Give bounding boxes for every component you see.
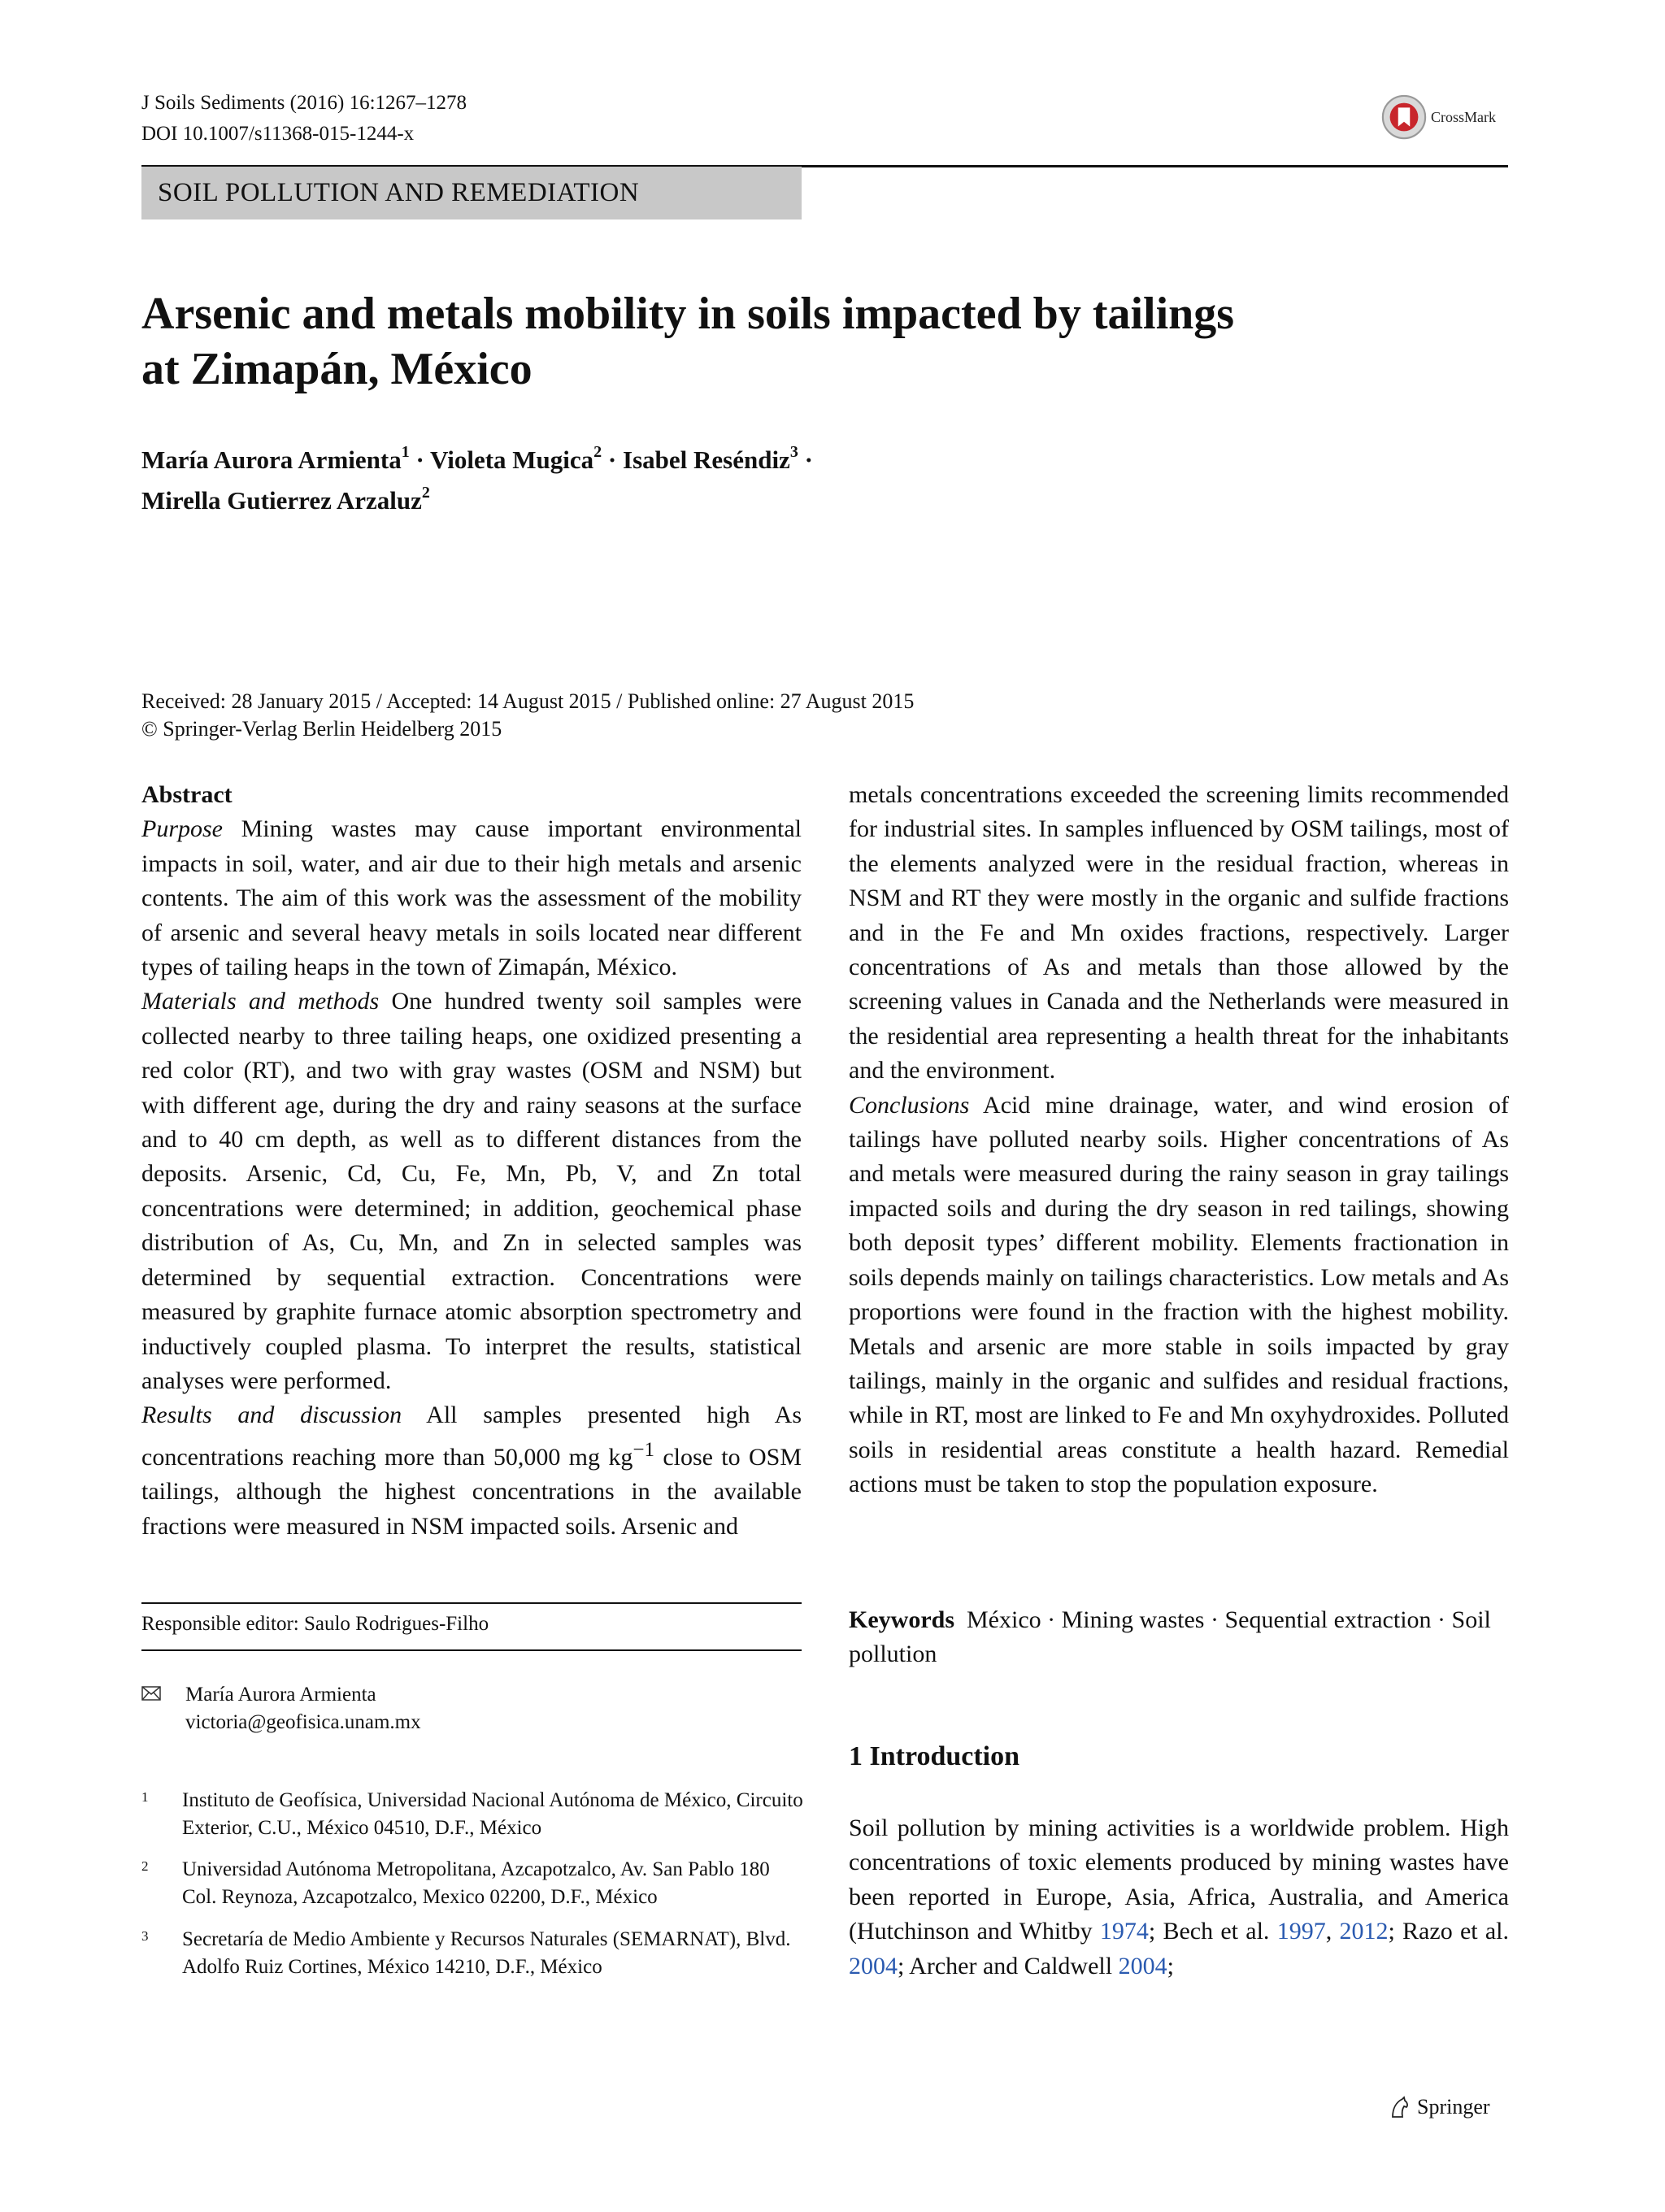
affiliation-number: 3 — [141, 1928, 149, 1944]
results-label: Results and discussion — [141, 1402, 402, 1429]
keywords-label: Keywords — [849, 1606, 954, 1633]
crossmark-icon — [1380, 93, 1428, 141]
affiliation — [141, 1787, 808, 1842]
author-list: María Aurora Armienta$^1$ · Violeta Mugica$^2$ · Isabel Reséndiz$^3$ · Mirella Gutierrez Arzaluz$^2$ — [141, 443, 813, 515]
introduction-text — [849, 1811, 1509, 1984]
citation-link[interactable]: 2004 — [849, 1952, 898, 1980]
crossmark-badge[interactable] — [1380, 91, 1511, 143]
publication-dates — [141, 688, 1117, 743]
dates-line: Received: 28 January 2015 / Accepted: 14 August 2015 / Published online: 27 August 2015 — [141, 689, 915, 713]
copyright-line: © Springer-Verlag Berlin Heidelberg 2015 — [141, 717, 502, 741]
affiliation-text: Universidad Autónoma Metropolitana, Azcapotzalco, Av. San Pablo 180 Col. Reynoza, Azcapotzalco, Mexico 02200, D.F., México — [182, 1858, 770, 1908]
intro-text: ; Razo et al. — [1388, 1918, 1510, 1945]
affiliation-text: Instituto de Geofísica, Universidad Nacional Autónoma de México, Circuito Exterior, C.U., México 04510, D.F., México — [182, 1789, 803, 1839]
author-name[interactable]: Violeta Mugica — [429, 445, 594, 474]
author-name[interactable]: Isabel Reséndiz — [623, 445, 790, 474]
citation-link[interactable]: 2004 — [1118, 1952, 1167, 1980]
affiliation-text: Secretaría de Medio Ambiente y Recursos Naturales (SEMARNAT), Blvd. Adolfo Ruiz Cortines, México 14210, D.F., México — [182, 1928, 791, 1978]
author-affiliation-mark: 3 — [789, 443, 798, 461]
author-affiliation-mark: 2 — [421, 484, 430, 502]
conclusions-label: Conclusions — [849, 1091, 970, 1119]
doi: DOI 10.1007/s11368-015-1244-x — [141, 123, 415, 145]
abstract-results — [141, 1398, 802, 1544]
corresponding-email[interactable]: victoria@geofisica.unam.mx — [185, 1711, 421, 1733]
results-superscript: −1 — [633, 1438, 654, 1461]
purpose-text: Mining wastes may cause important environmental impacts in soil, water, and air due to their high metals and arsenic contents. The aim of this work was the assessment of the mobility of arsenic and several heavy metals in soils located near different types of tailing heaps in the town of Zimapán, México. — [141, 815, 802, 981]
title-line-2: at Zimapán, México — [141, 344, 533, 394]
crossmark-label: CrossMark — [1431, 108, 1496, 125]
publisher-logo — [1386, 2094, 1490, 2120]
intro-text: ; — [1167, 1952, 1174, 1980]
abstract-right-column — [849, 778, 1509, 1502]
footnote-rule — [141, 1602, 802, 1604]
methods-text: One hundred twenty soil samples were collected nearby to three tailing heaps, one oxidized presenting a red color (RT), and two with gray wastes (OSM and NSM) but with different age, during the dry and rainy seasons at the surface and to 40 cm depth, as well as to different distances from the deposits. Arsenic, Cd, Cu, Fe, Mn, Pb, V, and Zn total concentrations were determined; in addition, geochemical phase distribution of As, Cu, Mn, and Zn in selected samples was determined by sequential extraction. Concentrations were measured by graphite furnace atomic absorption spectrometry and inductively coupled plasma. To interpret the results, statistical analyses were performed. — [141, 988, 802, 1394]
citation-link[interactable]: 1974 — [1099, 1918, 1149, 1945]
citation-link[interactable]: 1997 — [1276, 1918, 1326, 1945]
purpose-label: Purpose — [141, 815, 223, 843]
methods-label: Materials and methods — [141, 988, 380, 1015]
abstract-purpose — [141, 812, 802, 984]
affiliation-number: 2 — [141, 1858, 149, 1874]
intro-text: ; Archer and Caldwell — [898, 1952, 1119, 1980]
abstract-conclusions — [849, 1089, 1509, 1502]
section-label: SOIL POLLUTION AND REMEDIATION — [158, 178, 640, 207]
keywords-text: México · Mining wastes · Sequential extraction · Soil pollution — [849, 1606, 1491, 1667]
author-affiliation-mark: 1 — [401, 443, 410, 461]
springer-horse-icon — [1386, 2094, 1412, 2120]
publisher-name: Springer — [1417, 2095, 1490, 2119]
corresponding-author — [141, 1681, 421, 1736]
results-text-cont: close to OSM tailings, although the highest concentrations in the available fractions were measured in NSM impacted soils. Arsenic and — [141, 1443, 802, 1540]
intro-text: , — [1325, 1918, 1340, 1945]
author-name[interactable]: Mirella Gutierrez Arzaluz — [141, 486, 422, 515]
affiliation — [141, 1926, 808, 1981]
article-title — [141, 286, 1361, 397]
citation-link[interactable]: 2012 — [1339, 1918, 1389, 1945]
results-continued: metals concentrations exceeded the screening limits recommended for industrial sites. In samples influenced by OSM tailings, most of the elements analyzed were in the residual fraction, whereas in NSM and RT they were mostly in the organic and sulfide fractions and in the Fe and Mn oxides fractions, respectively. Larger concentrations of As and metals than those allowed by the screening values in Canada and the Netherlands were measured in the residential area representing a health threat for the inhabitants and the environment. — [849, 781, 1509, 1084]
journal-reference: J Soils Sediments (2016) 16:1267–1278 — [141, 92, 467, 114]
title-line-1: Arsenic and metals mobility in soils impacted by tailings — [141, 289, 1235, 339]
responsible-editor: Responsible editor: Saulo Rodrigues-Filho — [141, 1613, 489, 1635]
corresponding-name: María Aurora Armienta — [185, 1684, 376, 1706]
conclusions-text: Acid mine drainage, water, and wind erosion of tailings have polluted nearby soils. Higher concentrations of As and metals were measured during the rainy season in gray tailings impacted soils and during the dry season in red tailings, showing both deposit types’ different mobility. Elements fractionation in soils depends mainly on tailings characteristics. Low metals and As proportions were found in the fraction with the highest mobility. Metals and arsenic are more stable in soils impacted by gray tailings, mainly in the organic and sulfides and residual fractions, while in RT, most are linked to Fe and Mn oxyhydroxides. Polluted soils in residential areas constitute a health hazard. Remedial actions must be taken to stop the population exposure. — [849, 1091, 1509, 1498]
author-affiliation-mark: 2 — [593, 443, 602, 461]
keywords — [849, 1603, 1509, 1671]
author-name[interactable]: María Aurora Armienta — [141, 445, 402, 474]
intro-text: ; Bech et al. — [1148, 1918, 1277, 1945]
abstract-heading: Abstract — [141, 781, 233, 808]
abstract-left-column — [141, 778, 802, 1544]
results-text: All samples presented high As concentrations reaching more than 50,000 mg kg — [141, 1402, 802, 1471]
introduction-heading: 1 Introduction — [849, 1741, 1020, 1771]
envelope-icon — [141, 1681, 185, 1709]
affiliation-number: 1 — [141, 1789, 149, 1805]
section-band — [141, 167, 802, 219]
footnote-rule — [141, 1649, 802, 1651]
affiliation — [141, 1856, 808, 1911]
intro-text: Soil pollution by mining activities is a worldwide problem. High concentrations of toxic elements produced by mining wastes have been reported in Europe, Asia, Africa, Australia, and America (Hutchinson and Whitby — [849, 1814, 1509, 1945]
abstract-methods — [141, 984, 802, 1398]
